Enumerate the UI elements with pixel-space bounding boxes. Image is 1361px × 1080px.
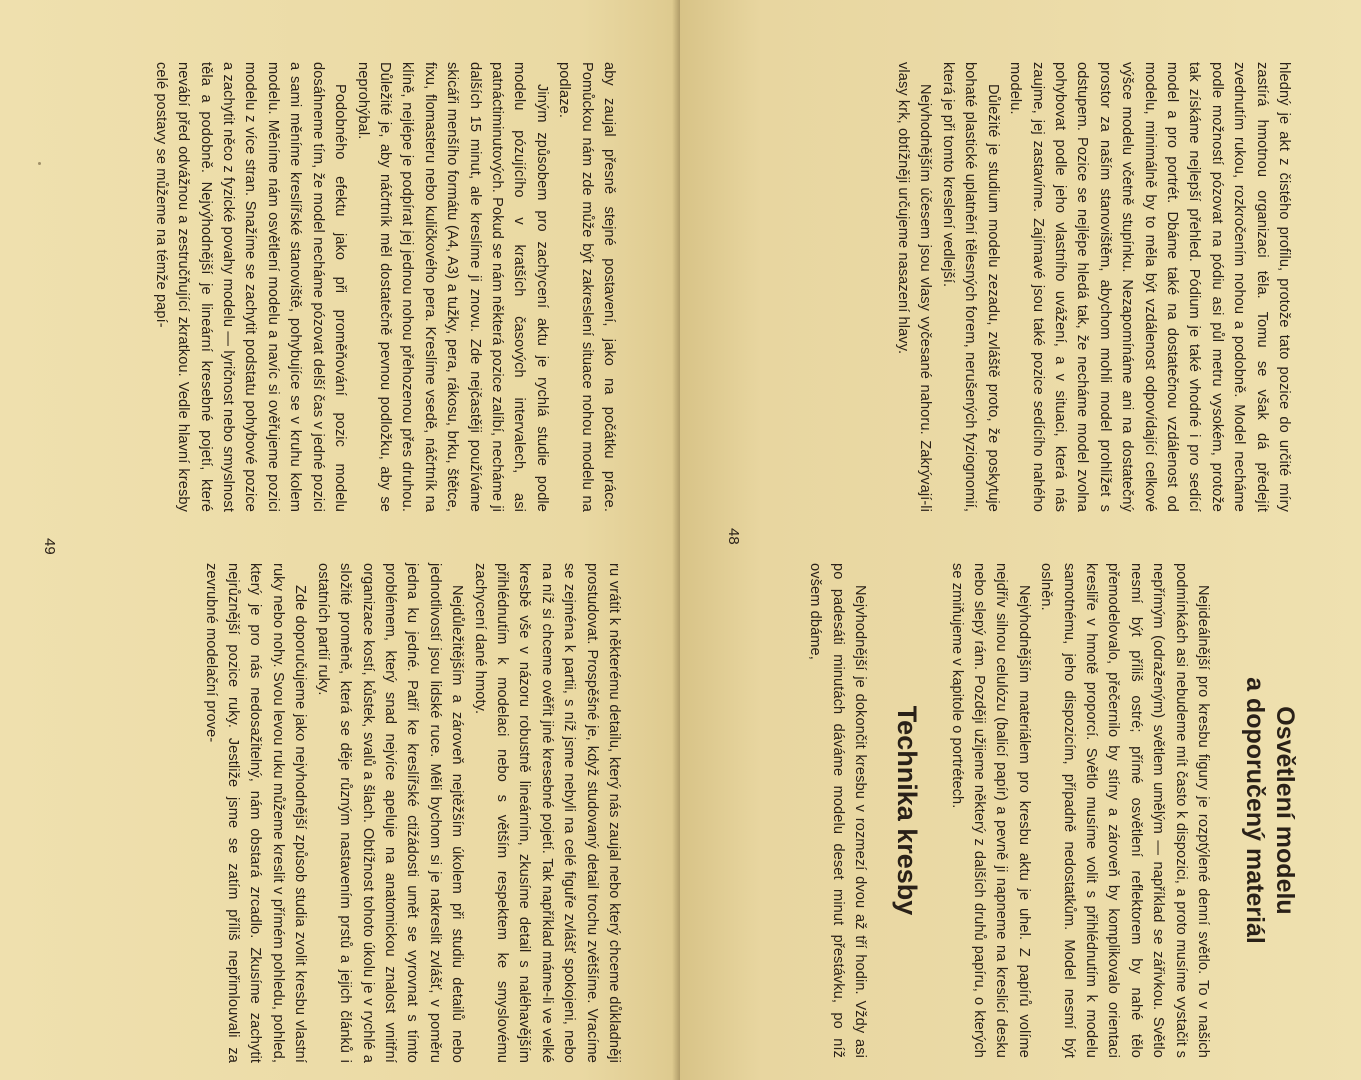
- paragraph: Důležité je studium modelu zezadu, zvláště proto, že poskytuje bohaté plastické uplatnění tělesných forem, nerušených fyziognomií, která je při tomto kreslení vedlejší.: [939, 62, 1001, 512]
- page-speck: [38, 162, 41, 165]
- page-number: 49: [41, 538, 58, 555]
- paragraph: Nejvhodnější je dokončit kresbu v rozmezí dvou až tří hodin. Vždy asi po padesáti minutách dáváme modelu deset minut přestávku, po níž ovšem dbáme,: [807, 563, 869, 1058]
- heading-line: a doporučený materiál: [1241, 677, 1269, 944]
- paragraph: Nejvhodnějším účesem jsou vlasy vyčesané nahoru. Zakrývají-li vlasy krk, obtížněji určujeme nasazení hlavy.: [895, 62, 934, 512]
- page-49-column-1: [55, 62, 620, 512]
- page-number: 48: [725, 528, 742, 545]
- page-49: [0, 0, 680, 1080]
- page-48: [680, 0, 1361, 1080]
- heading-line: Osvětlení modelu: [1271, 706, 1299, 915]
- paragraph: Jiným způsobem pro zachycení aktu je rychlá studie podle modelu pózujícího v kratších časových intervalech, asi patnáctiminutových. Pokud se nám některá pozice zalíbí, necháme ji dalších 15 minut, ale kreslíme ji znovu. Zde nejčastěji používáme skicáři menšího formátu (A4, A3) a tužky, pera, rákosu, brku, štětce, fixu, flomasteru nebo kuličkového pera. Kreslíme vsedě, náčrtník na klíně, nejlépe je podpírat jej jednou nohou přehozenou přes druhou. Důležité je, aby náčrtník měl dostatečně pevnou podložku, aby se neprohýbal.: [354, 62, 550, 512]
- paragraph: aby zaujal přesně stejné postavení, jako na počátku práce. Pomůckou nám zde může být zakreslení situace nohou modelu na podlaze.: [556, 62, 617, 512]
- page-48-column-2: [710, 563, 1300, 1058]
- paragraph: Podobného efektu jako při proměňování pozic modelu dosáhneme tím, že model necháme pózovat delší čas v jedné pozici a sami měníme kreslířské stanoviště, pohybujíce se v kruhu kolem modelu. Měníme nám osvětlení modelu a navíc si ověřujeme pozici modelu z více stran. Snažíme se zachytit podstatu pohybové pozice a zachytit něco z fyzické povahy modelu — lyričnost nebo smyslnost těla a podobně. Nejvýhodnější je lineární kresebné pojetí, které nevábí před odvážnou a zestručňující zkratkou. Vedle hlavní kresby celé postavy se můžeme na témže papí-: [152, 62, 349, 512]
- section-heading: Technika kresby: [892, 705, 923, 916]
- paragraph: Zde doporučujeme jako nejvhodnější způsob studia zvolit kresbu vlastní ruky nebo nohy. Svou levou ruku můžeme kreslit v přímém pohledu, pohled, který je pro nás nedosažitelný, nám obstará zrcadlo. Zkusíme zachytit nejrůznější pozice ruky. Jestliže jsme se zatím příliš nepřimlouvali za zevrubné modelační prove-: [202, 563, 309, 1063]
- page-49-column-2: [55, 563, 625, 1063]
- section-heading: [1240, 563, 1300, 1058]
- paragraph: hledný je akt z čistého profilu, protože tato pozice do určité míry zastírá hmotnou organizaci těla. Tomu se však dá předejít zvednutím rukou, rozkročením nohou a podobně. Model necháme podle možností pózovat na pódiu asi půl metru vysokém, protože tak získáme nejlepší přehled. Pódium je také vhodné i pro sedící model a pro portrét. Dbáme také na dostatečnou vzdálenost od modelu, minimálně by to měla být vzdálenost odpovídající celkové výšce modelu včetně stupínku. Nezapomínáme ani na dostatečný prostor za naším stanovištěm, abychom mohli model prohlížet s odstupem. Pozice se nejlépe hledá tak, že necháme model zvolna pohybovat podle jeho vlastního uvážení, a v situaci, která nás zaujme, jej zastavíme. Zajímavé jsou také pozice sedícího nahého modelu.: [1007, 62, 1292, 512]
- paragraph: Nejideálnější pro kresbu figury je rozptýlené denní světlo. To v našich podmínkách asi nebudeme mít často k dispozici, a proto musíme vystačit s nepřímým (odraženým) světlem umělým — například se zářivkou. Světlo nesmí být příliš ostré; přímé osvětlení reflektorem by nahé tělo přemodelovalo, přečernilo by stíny a zároveň by komplikovalo orientaci kresliře v hmotě proporcí. Světlo musíme volit s přihlédnutím k modelu samotnému, jeho dispozicím, případně nedostatkům. Model nesmí být oslněn.: [1038, 563, 1211, 1058]
- paragraph: Nejvhodnějším materiálem pro kresbu aktu je uhel. Z papírů volíme nejdřív silnou celulózu (balicí papír) a pevně ji napneme na kreslicí desku nebo slepý rám. Později užijeme některý z dalších druhů papíru, o kterých se zmiňujeme v kapitole o portrétech.: [948, 563, 1032, 1058]
- page-48-column-1: [765, 62, 1295, 512]
- paragraph: Nejdůležitějším a zároveň nejtěžším úkolem při studiu detailů nebo jednotlivostí jsou lidské ruce. Měli bychom si je nakreslit zvlášť, v poměru jedna ku jedné. Patří ke kreslířské ctižádosti umět se vyrovnat s tímto problémem, který snad nejvíce apeluje na anatomickou znalost vnitřní organizace kostí, kůstek, svalů a šlach. Obtížnost tohoto úkolu je v rychlé a složité proměně, která se děje různým nastavením prstů a jejich článků i ostatních partií ruky.: [314, 563, 466, 1063]
- paragraph: ru vrátit k některému detailu, který nás zaujal nebo který chceme důkladněji prostudovat. Prospěšné je, když studovaný detail trochu zvětšíme. Vracíme se zejména k partii, s níž jsme nebyli na celé figuře zvlášť spokojeni, nebo na níž si chceme ověřit jiné kresebné pojetí. Tak například máme-li ve velké kresbě vše v názoru robustně lineárním, zkusíme detail s naléhavějším přihlédnutím k modelaci nebo s větším respektem ke smyslovému zachycení dané hmoty.: [471, 563, 622, 1063]
